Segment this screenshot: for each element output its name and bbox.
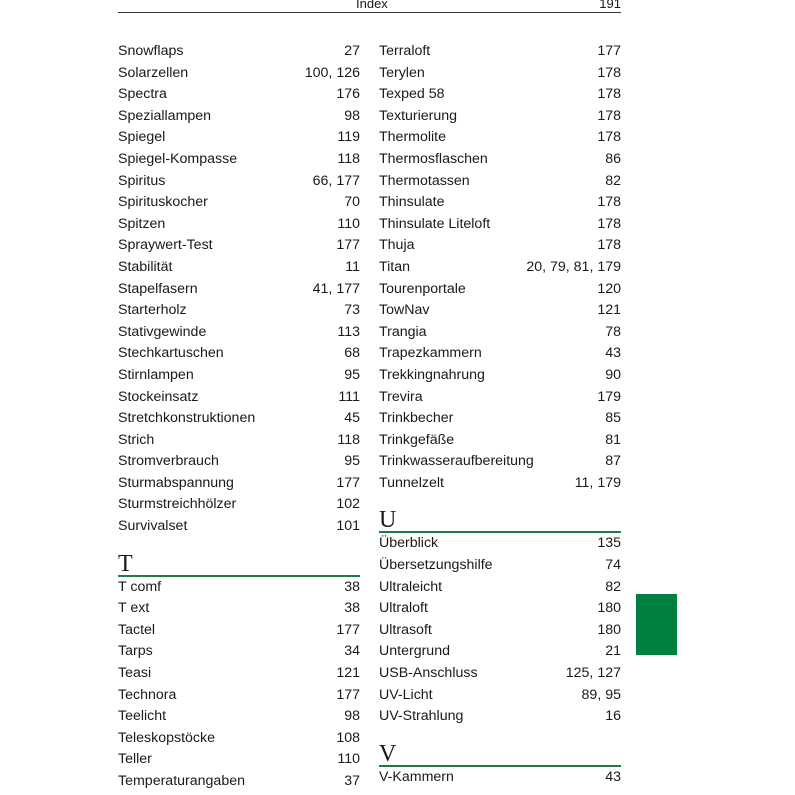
page-references: 78: [605, 323, 621, 340]
page-references: 177: [336, 621, 360, 638]
page-references: 74: [605, 557, 621, 574]
index-entry: [118, 387, 360, 409]
index-term: Temperaturangaben: [118, 773, 245, 789]
index-term: Starterholz: [118, 302, 187, 319]
page-references: 95: [344, 366, 360, 383]
index-entry: [379, 41, 621, 63]
index-term: UV-Licht: [379, 686, 433, 703]
index-term: T ext: [118, 600, 150, 617]
index-term: Solarzellen: [118, 64, 189, 81]
index-entry: [118, 685, 360, 707]
page-references: 89, 95: [581, 686, 621, 703]
index-entry: [379, 577, 621, 599]
index-entry: [118, 149, 360, 171]
index-term: Untergrund: [379, 643, 450, 660]
page-references: 43: [605, 768, 621, 785]
index-term: Thermotassen: [379, 172, 470, 189]
index-term: Trinkgefäße: [379, 431, 455, 448]
index-term: Tunnelzelt: [379, 474, 444, 491]
page-references: 135: [597, 535, 621, 552]
section-letter-t: T: [118, 548, 360, 577]
index-term: Thermosflaschen: [379, 150, 488, 167]
page-references: 82: [605, 172, 621, 189]
index-term: Übersetzungshilfe: [379, 557, 493, 574]
index-term: V-Kammern: [379, 768, 454, 785]
entry-list: [379, 533, 621, 727]
index-entry: [379, 63, 621, 85]
index-term: Spirituskocher: [118, 194, 208, 211]
running-header-title: Index: [356, 0, 388, 11]
index-term: Ultraloft: [379, 600, 428, 617]
index-entry: [118, 577, 360, 599]
index-entry: [118, 620, 360, 642]
page-references: 27: [344, 43, 360, 59]
page-references: 38: [344, 600, 360, 617]
index-entry: [379, 408, 621, 430]
index-entry: [118, 171, 360, 193]
index-entry: [379, 149, 621, 171]
page-references: 90: [605, 366, 621, 383]
page-references: 68: [344, 345, 360, 362]
index-entry: [118, 214, 360, 236]
index-entry: [379, 279, 621, 301]
index-entry: [379, 767, 621, 789]
index-entry: [118, 641, 360, 663]
page-references: 177: [336, 474, 360, 491]
page-references: 178: [597, 237, 621, 254]
index-term: Stativgewinde: [118, 323, 207, 340]
index-entry: [379, 663, 621, 685]
index-entry: [118, 516, 360, 538]
index-entry: [118, 300, 360, 322]
index-term: Trapezkammern: [379, 345, 482, 362]
page-references: 81: [605, 431, 621, 448]
index-term: Speziallampen: [118, 107, 212, 124]
index-term: Spraywert-Test: [118, 237, 213, 254]
index-entry: [118, 235, 360, 257]
index-entry: [379, 620, 621, 642]
index-term: Trevira: [379, 388, 423, 405]
page-references: 178: [597, 107, 621, 124]
page-references: 177: [597, 43, 621, 59]
index-entry: [379, 171, 621, 193]
page-references: 178: [597, 215, 621, 232]
index-entry: [118, 749, 360, 771]
section-letter-v: V: [379, 738, 621, 767]
index-entry: [379, 533, 621, 555]
index-entry: [379, 365, 621, 387]
section-letter-u: U: [379, 504, 621, 533]
index-term: Thuja: [379, 237, 415, 254]
index-term: Spiegel: [118, 129, 166, 146]
page-references: 86: [605, 150, 621, 167]
index-entry: [379, 84, 621, 106]
page-references: 180: [597, 600, 621, 617]
index-term: Technora: [118, 686, 177, 703]
page-references: 177: [336, 237, 360, 254]
index-entry: [118, 663, 360, 685]
index-term: T comf: [118, 578, 162, 595]
index-entry: [379, 430, 621, 452]
index-term: Teasi: [118, 665, 152, 682]
index-term: Texped 58: [379, 86, 445, 103]
page-references: 87: [605, 453, 621, 470]
index-term: Sturmabspannung: [118, 474, 234, 491]
index-entry: [118, 106, 360, 128]
index-entry: [379, 192, 621, 214]
index-entry: [379, 387, 621, 409]
index-entry: [379, 706, 621, 728]
index-term: Sturmstreichhölzer: [118, 496, 237, 513]
index-column-right: [379, 41, 621, 788]
running-header: [118, 0, 621, 13]
index-term: TowNav: [379, 302, 430, 319]
index-term: Überblick: [379, 535, 439, 552]
entry-list: [118, 41, 360, 538]
index-term: Tactel: [118, 621, 156, 638]
index-term: UV-Strahlung: [379, 708, 464, 725]
index-entry: [118, 598, 360, 620]
index-term: Spitzen: [118, 215, 166, 232]
index-term: Stabilität: [118, 258, 173, 275]
page-references: 125, 127: [565, 665, 621, 682]
index-term: Stockeinsatz: [118, 388, 199, 405]
index-term: Thinsulate Liteloft: [379, 215, 491, 232]
index-entry: [379, 451, 621, 473]
page-references: 11, 179: [574, 474, 621, 491]
index-term: Stromverbrauch: [118, 453, 219, 470]
page-references: 66, 177: [312, 172, 360, 189]
index-term: Stretchkonstruktionen: [118, 410, 256, 427]
index-term: Terraloft: [379, 43, 431, 59]
index-entry: [379, 214, 621, 236]
index-entry: [118, 728, 360, 750]
page-references: 43: [605, 345, 621, 362]
index-entry: [118, 771, 360, 793]
index-entry: [379, 300, 621, 322]
index-entry: [379, 106, 621, 128]
index-term: Stechkartuschen: [118, 345, 224, 362]
index-entry: [118, 63, 360, 85]
index-entry: [379, 322, 621, 344]
index-entry: [118, 365, 360, 387]
index-term: Trinkwasseraufbereitung: [379, 453, 534, 470]
page-references: 178: [597, 129, 621, 146]
index-term: Teelicht: [118, 708, 167, 725]
page-references: 120: [597, 280, 621, 297]
page-references: 98: [344, 107, 360, 124]
index-term: Trekkingnahrung: [379, 366, 485, 383]
entry-list: [379, 767, 621, 789]
index-term: Texturierung: [379, 107, 458, 124]
page-references: 85: [605, 410, 621, 427]
entry-list: [379, 41, 621, 494]
page-references: 11: [345, 258, 360, 275]
page-references: 121: [597, 302, 621, 319]
index-entry: [118, 451, 360, 473]
thumb-index-tab: [636, 594, 677, 655]
index-term: Snowflaps: [118, 43, 184, 59]
page-references: 180: [597, 621, 621, 638]
index-entry: [379, 685, 621, 707]
page-references: 16: [605, 708, 621, 725]
index-entry: [118, 257, 360, 279]
index-entry: [379, 257, 621, 279]
index-entry: [118, 41, 360, 63]
page-references: 20, 79, 81, 179: [526, 258, 621, 275]
index-entry: [118, 127, 360, 149]
page-references: 118: [337, 431, 360, 448]
page-number: 191: [599, 0, 621, 11]
index-entry: [379, 343, 621, 365]
index-entry: [118, 322, 360, 344]
page-references: 38: [344, 578, 360, 595]
page-references: 118: [337, 150, 360, 167]
index-term: Tourenportale: [379, 280, 466, 297]
index-entry: [118, 430, 360, 452]
index-term: Teller: [118, 751, 152, 768]
index-entry: [379, 598, 621, 620]
index-entry: [118, 84, 360, 106]
page-references: 70: [344, 194, 360, 211]
page-references: 121: [336, 665, 360, 682]
index-entry: [118, 473, 360, 495]
index-term: USB-Anschluss: [379, 665, 478, 682]
index-term: Survivalset: [118, 518, 188, 535]
index-term: Strich: [118, 431, 155, 448]
page-references: 101: [336, 518, 360, 535]
index-entry: [379, 641, 621, 663]
index-entry: [118, 279, 360, 301]
page-references: 100, 126: [304, 64, 360, 81]
index-entry: [118, 706, 360, 728]
index-entry: [379, 473, 621, 495]
index-term: Spectra: [118, 86, 167, 103]
page-references: 102: [336, 496, 360, 513]
page-references: 110: [337, 215, 360, 232]
index-entry: [118, 408, 360, 430]
page-references: 82: [605, 578, 621, 595]
index-entry: [118, 192, 360, 214]
index-column-left: [118, 41, 360, 793]
index-entry: [379, 235, 621, 257]
index-term: Thermolite: [379, 129, 447, 146]
page-references: 41, 177: [312, 280, 360, 297]
page-references: 73: [344, 302, 360, 319]
page-references: 98: [344, 708, 360, 725]
page-references: 178: [597, 194, 621, 211]
page-references: 95: [344, 453, 360, 470]
index-term: Spiegel-Kompasse: [118, 150, 238, 167]
index-term: Ultrasoft: [379, 621, 432, 638]
index-entry: [118, 343, 360, 365]
index-entry: [379, 127, 621, 149]
index-term: Thinsulate: [379, 194, 445, 211]
index-term: Stapelfasern: [118, 280, 198, 297]
index-term: Titan: [379, 258, 411, 275]
page-references: 108: [336, 729, 360, 746]
index-entry: [118, 494, 360, 516]
index-term: Tarps: [118, 643, 153, 660]
index-term: Ultraleicht: [379, 578, 443, 595]
page-references: 177: [336, 686, 360, 703]
page-references: 111: [338, 388, 360, 405]
page-references: 45: [344, 410, 360, 427]
index-term: Terylen: [379, 64, 425, 81]
page-references: 176: [336, 86, 360, 103]
page-references: 34: [344, 643, 360, 660]
index-term: Teleskopstöcke: [118, 729, 215, 746]
page-references: 110: [337, 751, 360, 768]
page-references: 21: [605, 643, 621, 660]
page-references: 119: [337, 129, 360, 146]
index-term: Trangia: [379, 323, 427, 340]
entry-list: [118, 577, 360, 793]
index-term: Spiritus: [118, 172, 166, 189]
index-term: Stirnlampen: [118, 366, 194, 383]
page-references: 178: [597, 64, 621, 81]
page-references: 37: [344, 773, 360, 789]
page-references: 113: [337, 323, 360, 340]
page-references: 179: [597, 388, 621, 405]
index-term: Trinkbecher: [379, 410, 454, 427]
index-entry: [379, 555, 621, 577]
page-references: 178: [597, 86, 621, 103]
